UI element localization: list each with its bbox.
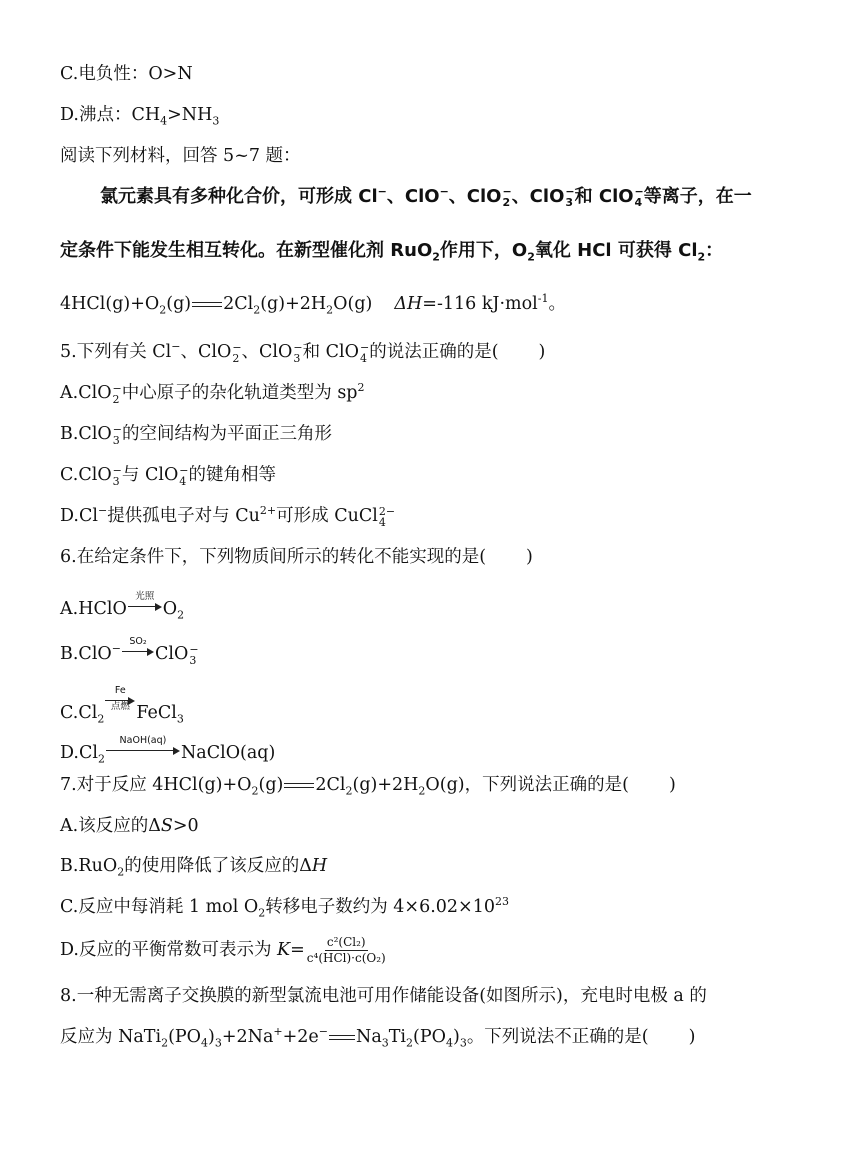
q4-option-d: D.沸点：$CH_4>NH_3$	[60, 105, 220, 128]
enthalpy-label: ΔH	[394, 294, 423, 314]
q7-option-c: C.反应中每消耗 1 mol $O_2$转移电子数约为 $4\times 6.02\times 10^{23}$	[60, 895, 509, 920]
q5-option-a: A.ClO − 2 中心原子的杂化轨道类型为 $sp^2$	[60, 381, 365, 406]
equilibrium-constant-fraction: $\frac{\text{c²(Cl₂)}}{\text{c⁴(HCl)·c(O₂)}}$	[306, 935, 386, 965]
material-line-2: 定条件下能发生相互转化。在新型催化剂 RuO$_2$作用下，$O_2$氧化 HCl 可获得 $Cl_2$：	[60, 240, 724, 264]
q7-stem: 7.对于反应 $4HCl(g)+O_2(g)$ $2Cl_2(g)+2H_2O(g)$，下列说法正确的是( )	[60, 775, 676, 798]
q5-option-c: C.ClO − 3 与 ClO − 4 的键角相等	[60, 463, 277, 488]
q6-stem: 6.在给定条件下，下列物质间所示的转化不能实现的是( )	[60, 547, 533, 567]
q4-option-c: C.电负性：O>N	[60, 64, 193, 84]
reaction-arrow: Fe 点燃	[105, 692, 135, 722]
reaction-arrow: 光照	[128, 592, 162, 622]
material-line-1: 氯元素具有多种化合价，可形成 Cl−、ClO−、ClO − 2 、ClO − 3 和 ClO − 4 等离子，在一	[100, 185, 752, 209]
equals-sign	[329, 1034, 355, 1042]
q7-option-b: B.RuO$_2$的使用降低了该反应的ΔH	[60, 856, 328, 879]
equilibrium-sign	[284, 782, 314, 790]
equilibrium-sign	[192, 301, 222, 309]
q8-stem-line-1: 8.一种无需离子交换膜的新型氯流电池可用作储能设备(如图所示)，充电时电极 a 的	[60, 986, 707, 1006]
q8-stem-line-2: 反应为 $NaTi_2(PO_4)_3+2Na^++2e^-$ $Na_3Ti_2(PO_4)_3$。下列说法不正确的是( )	[60, 1025, 696, 1050]
reading-intro: 阅读下列材料，回答 5~7 题：	[60, 146, 301, 166]
q5-option-b: B.ClO − 3 的空间结构为平面正三角形	[60, 422, 332, 447]
q6-option-b: B.ClO− SO₂ ClO − 3	[60, 636, 199, 667]
q6-option-c: $C.Cl_2$ Fe 点燃 FeCl$_3$	[60, 685, 184, 726]
q7-option-d: D.反应的平衡常数可表示为 K= $\frac{\text{c²(Cl₂)}}{\text{c⁴(HCl)·c(O₂)}}$	[60, 935, 386, 965]
q7-option-a: A.该反应的ΔS>0	[60, 816, 199, 836]
q5-option-d: D.Cl−提供孤电子对与 $Cu^{2+}$可形成 CuCl 2− 4	[60, 504, 396, 529]
reaction-arrow: SO₂	[122, 637, 154, 667]
q5-stem: 5.下列有关 Cl−、ClO − 2 、ClO − 3 和 ClO − 4 的说法正确的是( )	[60, 340, 546, 365]
q6-option-d: $D.Cl_2$ NaOH(aq) NaClO(aq)	[60, 735, 276, 766]
q6-option-a: A.HClO 光照 $O_2$	[60, 591, 185, 622]
material-equation: $4HCl(g)+O_2(g)$ $2Cl_2(g)+2H_2O(g)$ ΔH=-116 kJ·mol$^{-1}$。	[60, 292, 566, 317]
reaction-arrow: NaOH(aq)	[106, 736, 180, 766]
